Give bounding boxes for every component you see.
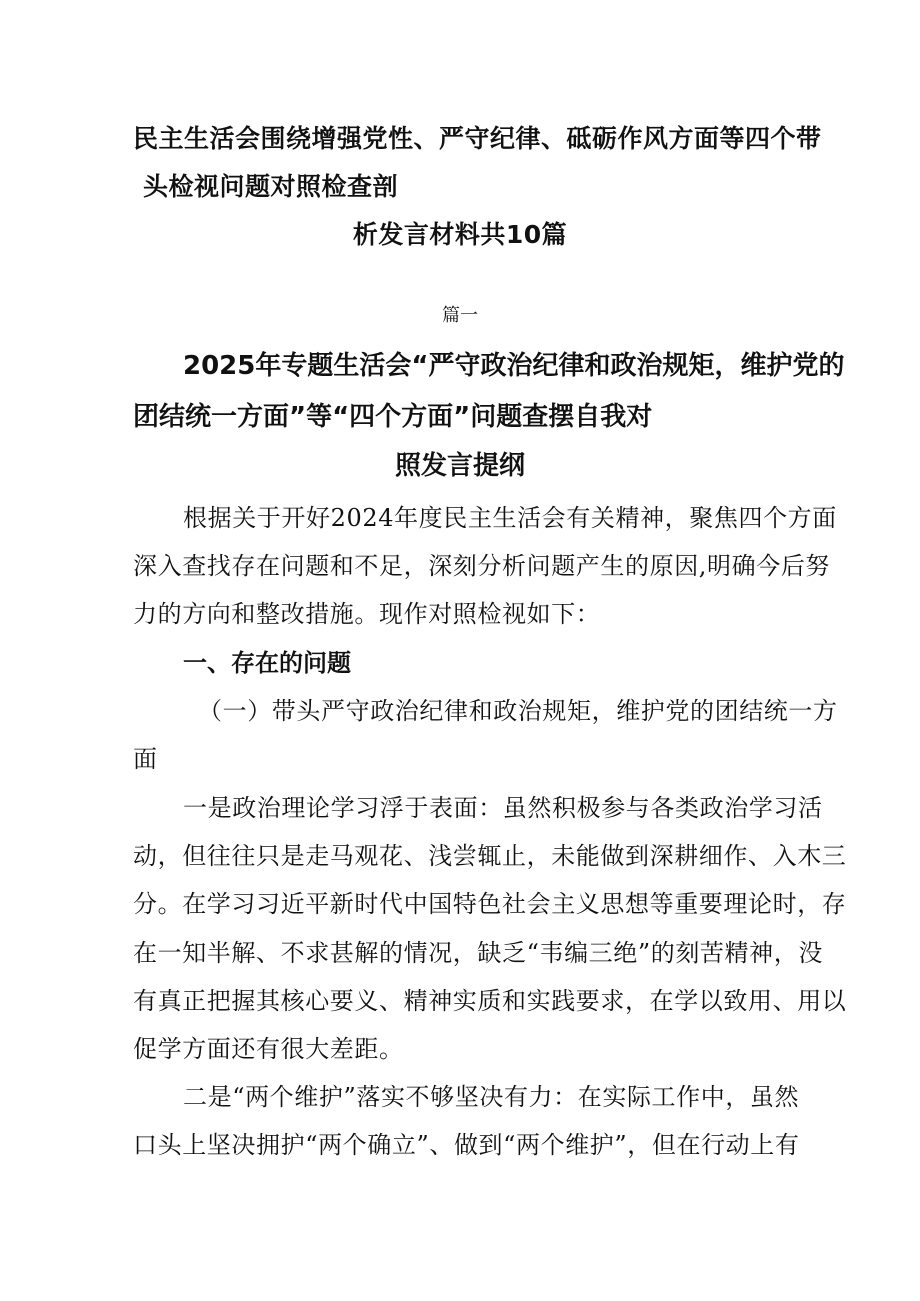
paragraph1-line-6: 促学方面还有很大差距。 (133, 1035, 404, 1063)
paragraph1-line-5: 有真正把握其核心要义、精神实质和实践要求，在学以致用、用以 (133, 987, 847, 1015)
paragraph1-line-3: 分。在学习习近平新时代中国特色社会主义思想等重要理论时，存 (133, 890, 847, 918)
document-title-line-3: 析发言材料共10篇 (352, 220, 568, 249)
intro-line-3: 力的方向和整改措施。现作对照检视如下： (133, 600, 601, 628)
document-title-line-2: 头检视问题对照检查剖 (143, 172, 399, 201)
subsection-line-1: （一）带头严守政治纪律和政治规矩，维护党的团结统一方 (198, 697, 838, 725)
intro-line-1: 根据关于开好2024年度民主生活会有关精神，聚焦四个方面 (183, 504, 837, 532)
paragraph2-line-2: 口头上坚决拥护“两个确立”、做到“两个维护”，但在行动上有 (133, 1131, 800, 1159)
subtitle-line-3: 照发言提纲 (394, 451, 525, 481)
chapter-label: 篇一 (442, 305, 478, 326)
subsection-line-2: 面 (133, 745, 158, 773)
paragraph1-line-1: 一是政治理论学习浮于表面：虽然积极参与各类政治学习活 (183, 794, 823, 822)
paragraph1-line-2: 动，但往往只是走马观花、浅尝辄止，未能做到深耕细作、入木三 (133, 842, 847, 870)
intro-line-2: 深入查找存在问题和不足，深刻分析问题产生的原因,明确今后努 (133, 552, 831, 580)
subtitle-line-2: 团结统一方面”等“四个方面”问题查摆自我对 (133, 402, 653, 432)
section-heading: 一、存在的问题 (183, 649, 351, 677)
paragraph2-line-1: 二是“两个维护”落实不够坚决有力：在实际工作中，虽然 (183, 1083, 800, 1111)
document-title-line-1: 民主生活会围绕增强党性、严守纪律、砥砺作风方面等四个带 (133, 124, 822, 153)
subtitle-line-1: 2025年专题生活会“严守政治纪律和政治规矩，维护党的 (183, 351, 845, 381)
paragraph1-line-4: 在一知半解、不求甚解的情况，缺乏“韦编三绝”的刻苦精神，没 (133, 939, 823, 967)
